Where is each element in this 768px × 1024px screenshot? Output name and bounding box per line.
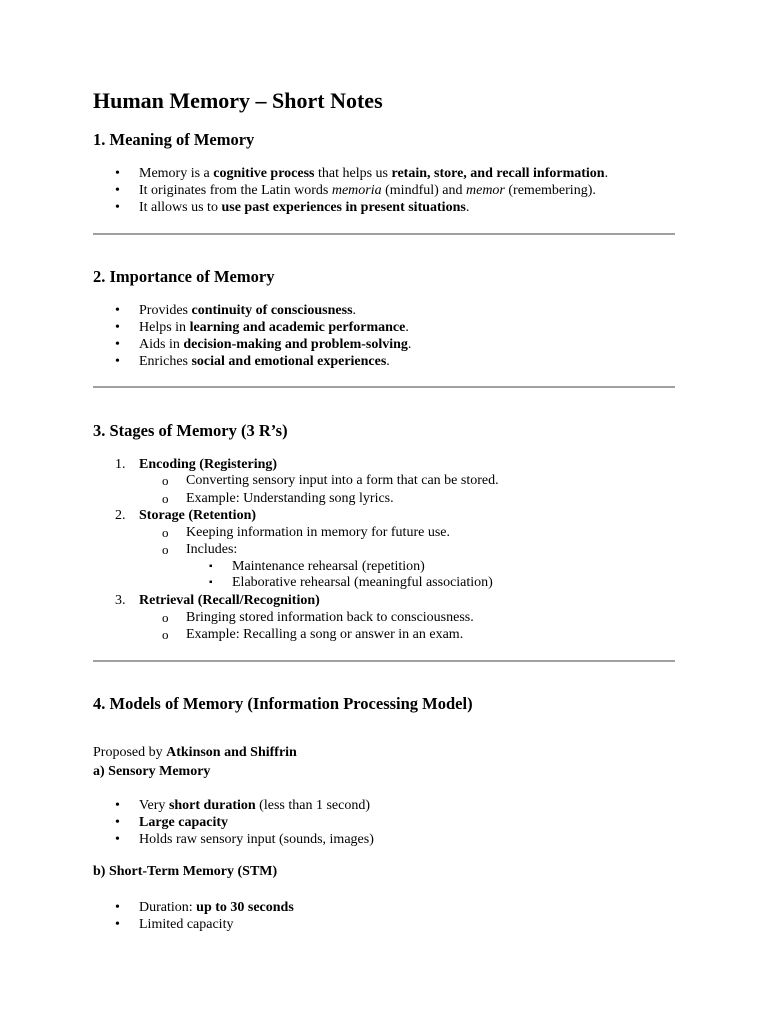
horizontal-divider: [93, 233, 675, 235]
sub-bullet-marker: o: [162, 525, 169, 540]
bullet-marker: •: [115, 815, 120, 830]
list-item-text: Helps in learning and academic performance.: [139, 320, 409, 335]
list-item-text: It allows us to use past experiences in present situations.: [139, 200, 470, 215]
sub-bullet-marker: o: [162, 627, 169, 642]
list-item-text: Limited capacity: [139, 917, 234, 932]
sub-bullet-marker: o: [162, 542, 169, 557]
sub-bullet-marker: o: [162, 610, 169, 625]
bullet-marker: •: [115, 337, 120, 352]
bullet-marker: •: [115, 200, 120, 215]
document-title: Human Memory – Short Notes: [93, 88, 383, 113]
horizontal-divider: [93, 660, 675, 662]
proposed-by-text: Proposed by Atkinson and Shiffrin: [93, 745, 297, 760]
section-heading: 4. Models of Memory (Information Processing Model): [93, 694, 473, 713]
list-item-text: Provides continuity of consciousness.: [139, 303, 357, 318]
bullet-marker: •: [115, 303, 120, 318]
square-bullet-marker: ▪: [209, 577, 213, 588]
bullet-marker: •: [115, 354, 120, 369]
section-heading: 2. Importance of Memory: [93, 267, 275, 286]
sub-item-text: Includes:: [186, 542, 238, 557]
bullet-marker: •: [115, 798, 120, 813]
stage-label: Encoding (Registering): [139, 457, 278, 472]
document-page: [93, 0, 675, 1024]
list-item-text: Holds raw sensory input (sounds, images): [139, 832, 374, 847]
subsection-heading: a) Sensory Memory: [93, 764, 211, 779]
nested-item-text: Elaborative rehearsal (meaningful association): [232, 575, 493, 590]
list-number: 3.: [115, 593, 126, 608]
sub-item-text: Converting sensory input into a form that can be stored.: [186, 473, 499, 488]
list-item-text: Large capacity: [139, 815, 229, 830]
list-item-text: Very short duration (less than 1 second): [139, 798, 370, 813]
sub-bullet-marker: o: [162, 491, 169, 506]
subsection-heading: b) Short-Term Memory (STM): [93, 864, 278, 879]
sub-item-text: Example: Recalling a song or answer in an exam.: [186, 627, 464, 642]
sub-item-text: Keeping information in memory for future use.: [186, 525, 450, 540]
sub-item-text: Example: Understanding song lyrics.: [186, 491, 394, 506]
list-item-text: Aids in decision-making and problem-solving.: [139, 337, 412, 352]
section-heading: 1. Meaning of Memory: [93, 130, 255, 149]
sub-bullet-marker: o: [162, 473, 169, 488]
bullet-marker: •: [115, 183, 120, 198]
section-heading: 3. Stages of Memory (3 R’s): [93, 421, 288, 440]
list-item-text: Enriches social and emotional experiences.: [139, 354, 390, 369]
bullet-marker: •: [115, 320, 120, 335]
stage-label: Storage (Retention): [139, 508, 257, 523]
bullet-marker: •: [115, 900, 120, 915]
list-number: 2.: [115, 508, 126, 523]
list-number: 1.: [115, 457, 126, 472]
bullet-marker: •: [115, 917, 120, 932]
nested-item-text: Maintenance rehearsal (repetition): [232, 559, 425, 574]
sub-item-text: Bringing stored information back to consciousness.: [186, 610, 474, 625]
list-item-text: Duration: up to 30 seconds: [139, 900, 294, 915]
list-item-text: It originates from the Latin words memoria (mindful) and memor (remembering).: [139, 183, 596, 198]
stage-label: Retrieval (Recall/Recognition): [139, 593, 320, 608]
bullet-marker: •: [115, 166, 120, 181]
horizontal-divider: [93, 386, 675, 388]
square-bullet-marker: ▪: [209, 561, 213, 572]
list-item-text: Memory is a cognitive process that helps us retain, store, and recall information.: [139, 166, 609, 181]
bullet-marker: •: [115, 832, 120, 847]
